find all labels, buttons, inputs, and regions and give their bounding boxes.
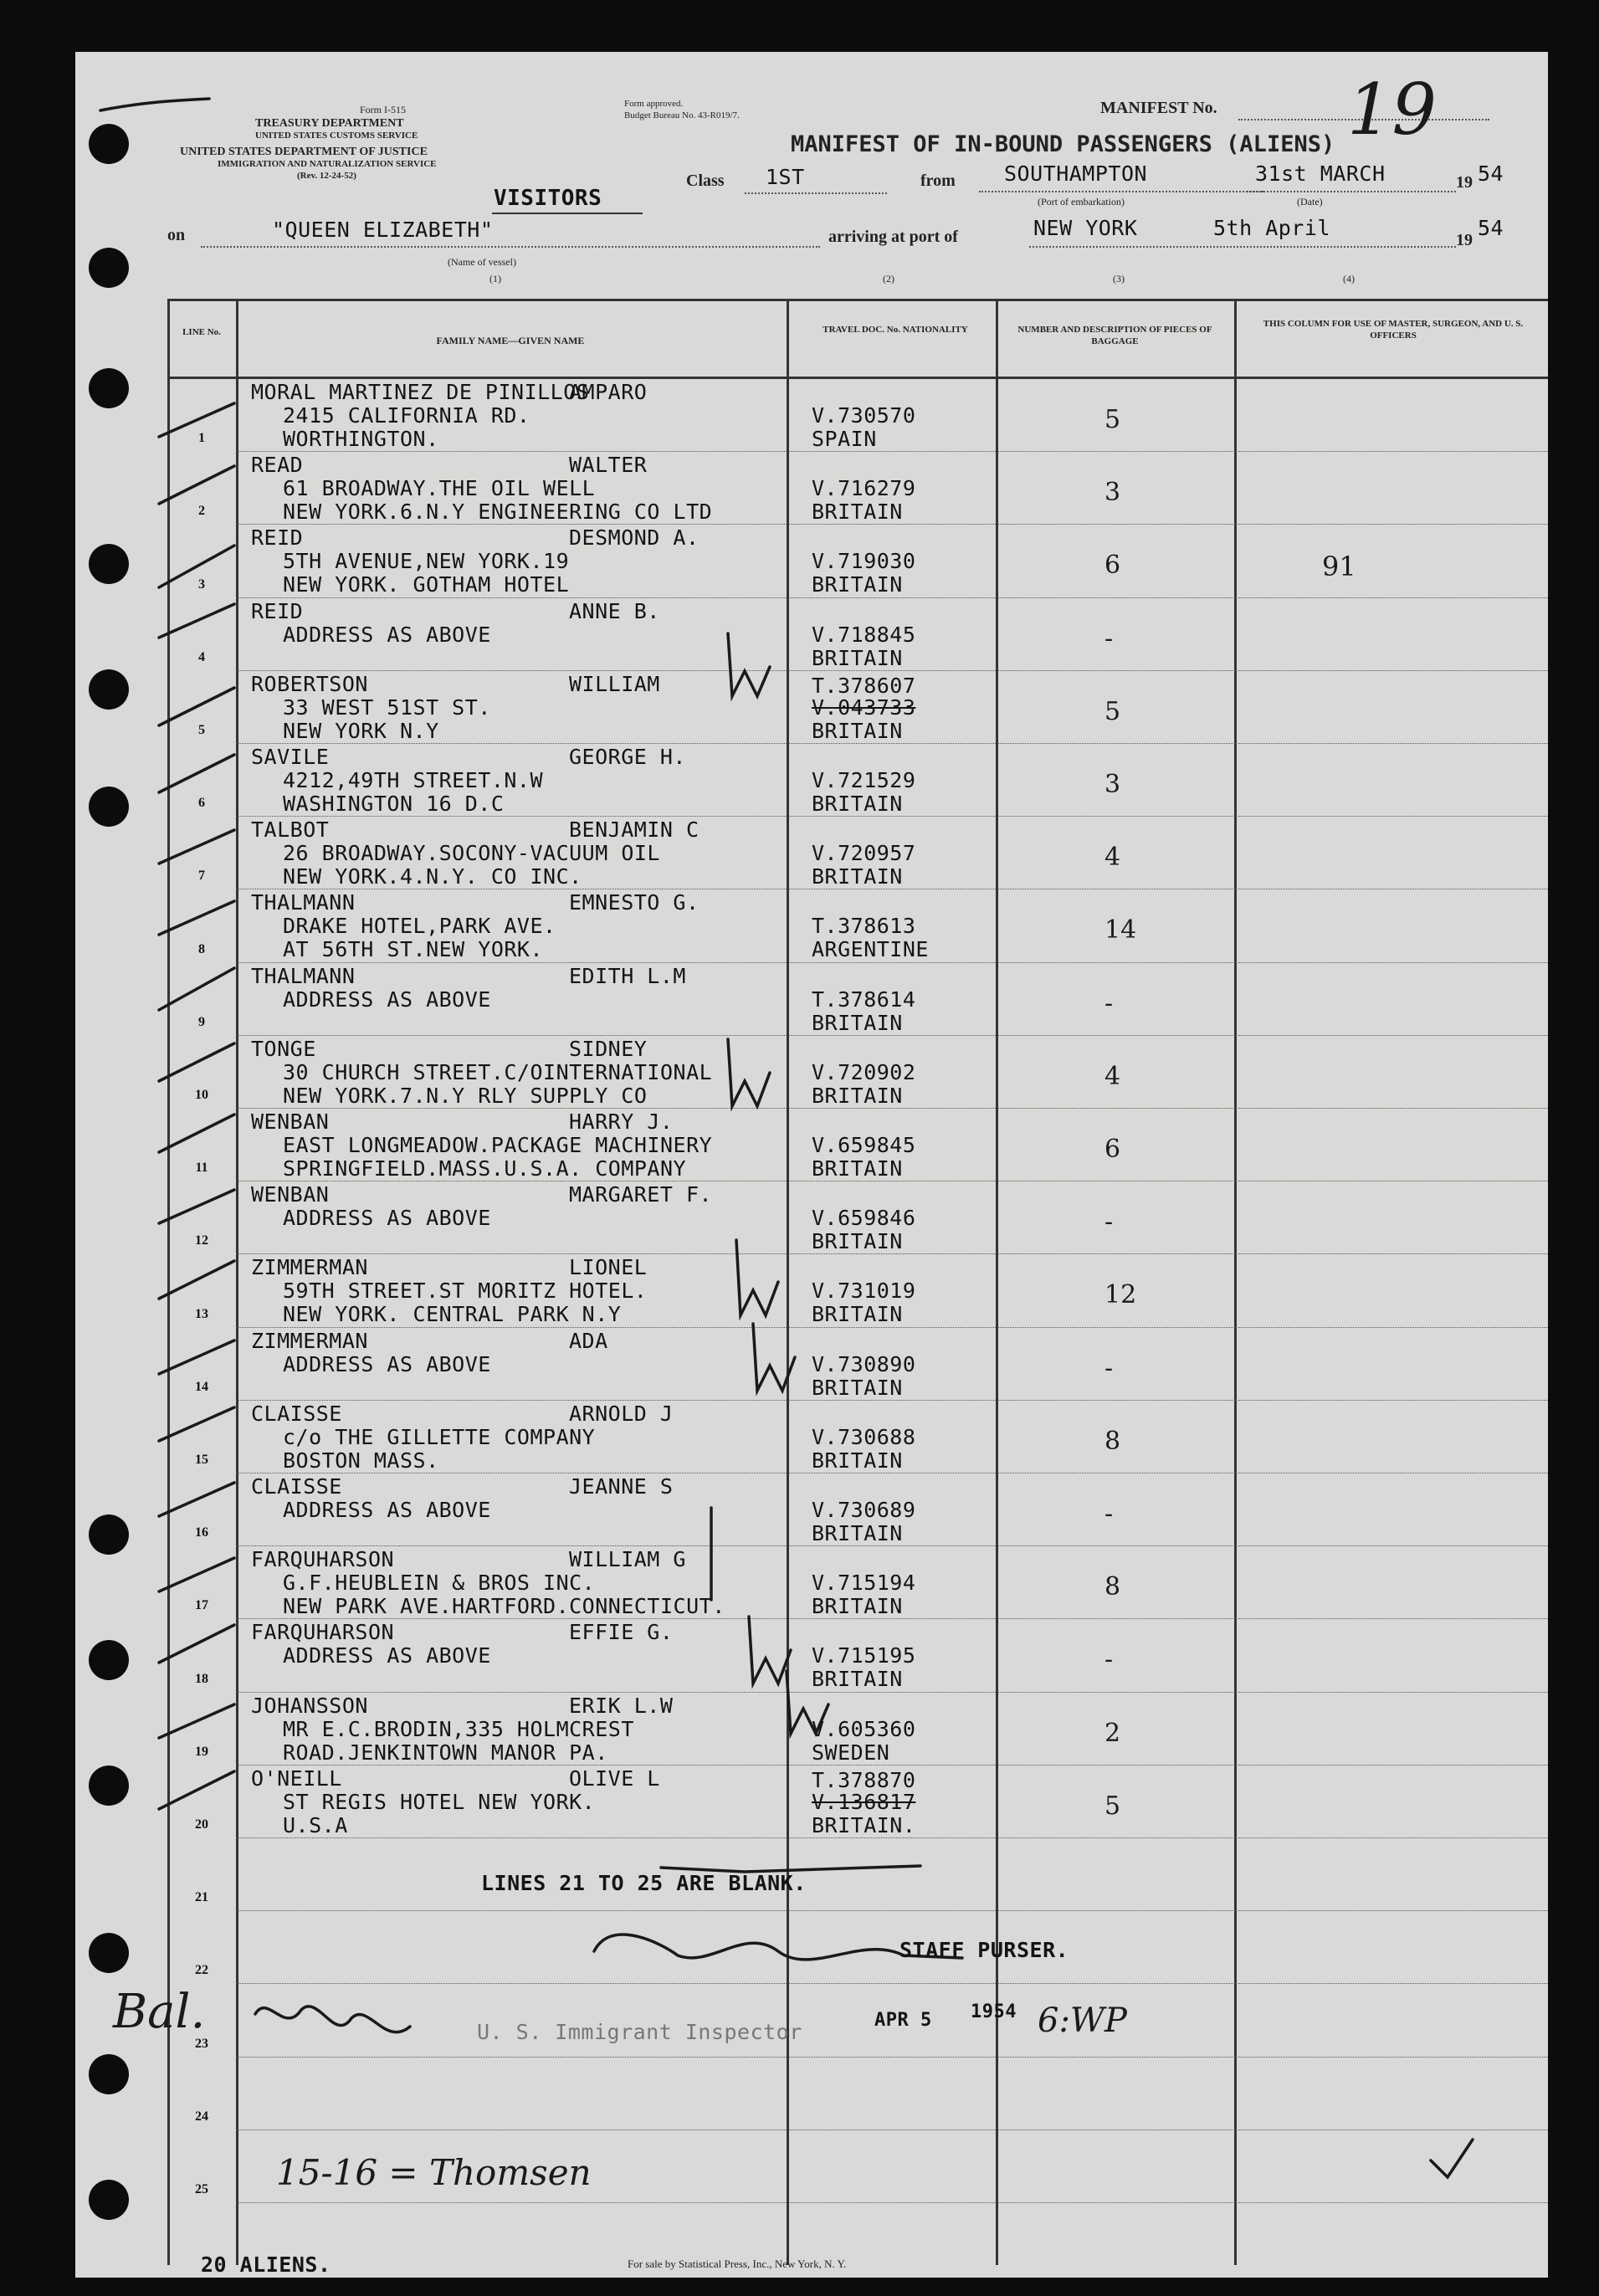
baggage-count: 4 <box>1104 1061 1121 1091</box>
nationality: BRITAIN. <box>812 1812 916 1837</box>
line-number: 2 <box>198 504 205 519</box>
binder-hole <box>89 248 129 288</box>
address-line: EAST LONGMEADOW.PACKAGE MACHINERY <box>283 1133 713 1157</box>
col-number-4: (4) <box>1343 273 1355 284</box>
travel-doc-number: V.721529 <box>812 768 916 792</box>
address-line: ADDRESS AS ABOVE <box>283 1643 491 1668</box>
col-number-1: (1) <box>489 273 501 284</box>
form-number: Form I-515 <box>360 104 406 115</box>
given-name: MARGARET F. <box>569 1182 713 1207</box>
travel-doc-number: V.730688 <box>812 1424 916 1449</box>
manifest-number: 19 <box>1347 69 1437 151</box>
travel-doc-number: V.659846 <box>812 1206 916 1231</box>
given-name: HARRY J. <box>569 1110 674 1134</box>
given-name: JEANNE S <box>569 1474 674 1499</box>
address-line: 4212,49TH STREET.N.W <box>283 768 544 792</box>
aliens-count: 20 ALIENS. <box>201 2252 331 2277</box>
family-name: THALMANN <box>251 890 356 915</box>
baggage-count: 3 <box>1104 770 1121 799</box>
binder-hole <box>89 1514 129 1555</box>
given-name: WALTER <box>569 453 648 478</box>
line-number: 15 <box>195 1453 208 1467</box>
baggage-count: - <box>1104 1353 1114 1383</box>
address-line: ADDRESS AS ABOVE <box>283 622 491 647</box>
address-line: NEW YORK.4.N.Y. CO INC. <box>283 864 582 889</box>
travel-doc-number: V.719030 <box>812 549 916 574</box>
address-line: 26 BROADWAY.SOCONY-VACUUM OIL <box>283 841 660 866</box>
inspector-label: U. S. Immigrant Inspector <box>477 2020 802 2044</box>
given-name: WILLIAM <box>569 671 660 696</box>
binder-hole <box>89 124 129 164</box>
family-name: TONGE <box>251 1036 316 1061</box>
nationality: BRITAIN <box>812 645 903 670</box>
col-header-line: LINE No. <box>182 327 221 337</box>
bal-note: Bal. <box>113 1985 206 2039</box>
nationality: BRITAIN <box>812 718 903 743</box>
line-number: 4 <box>198 649 205 664</box>
address-line: ROAD.JENKINTOWN MANOR PA. <box>283 1740 608 1765</box>
address-line: NEW YORK.6.N.Y ENGINEERING CO LTD <box>283 500 713 525</box>
line-number: 20 <box>195 1817 208 1832</box>
travel-doc-number: V.720957 <box>812 841 916 866</box>
year-prefix-depart: 19 <box>1456 173 1473 192</box>
arrival-year: 54 <box>1478 216 1504 240</box>
handwritten-marks <box>75 52 1548 2278</box>
family-name: WENBAN <box>251 1182 330 1207</box>
binder-hole <box>89 1640 129 1680</box>
manifest-sheet <box>75 52 1548 2278</box>
from-label: from <box>920 172 956 190</box>
address-line: 61 BROADWAY.THE OIL WELL <box>283 476 596 501</box>
line-number: 11 <box>195 1161 208 1176</box>
baggage-count: 8 <box>1104 1426 1121 1456</box>
port-of-arrival: NEW YORK <box>1033 216 1138 240</box>
given-name: DESMOND A. <box>569 525 700 551</box>
line-number: 14 <box>195 1379 208 1394</box>
class-value: 1ST <box>766 165 805 189</box>
nationality: SWEDEN <box>812 1740 890 1765</box>
address-line: WASHINGTON 16 D.C <box>283 792 505 816</box>
staff-purser-label: STAFF PURSER. <box>899 1938 1069 1962</box>
nationality: BRITAIN <box>812 500 903 525</box>
line-number: 13 <box>195 1306 208 1321</box>
address-line: 2415 CALIFORNIA RD. <box>283 403 530 428</box>
address-line: 59TH STREET.ST MORITZ HOTEL. <box>283 1279 648 1304</box>
binder-hole <box>89 368 129 408</box>
address-line: ADDRESS AS ABOVE <box>283 1498 491 1522</box>
travel-doc-number: V.715195 <box>812 1643 916 1668</box>
nationality: BRITAIN <box>812 1083 903 1108</box>
line-number: 8 <box>198 941 205 956</box>
family-name: ZIMMERMAN <box>251 1328 368 1353</box>
travel-doc-number: T.378613 <box>812 914 916 939</box>
nationality: BRITAIN <box>812 572 903 597</box>
nationality: BRITAIN <box>812 792 903 816</box>
handwritten-note: 15-16 = Thomsen <box>276 2152 592 2193</box>
address-line: NEW PARK AVE.HARTFORD.CONNECTICUT. <box>283 1594 725 1619</box>
blank-lines-note: LINES 21 TO 25 ARE BLANK. <box>481 1871 807 1895</box>
baggage-count: - <box>1104 1499 1114 1529</box>
port-of-embarkation: SOUTHAMPTON <box>1004 161 1148 186</box>
baggage-count: 5 <box>1104 1791 1121 1821</box>
travel-doc-number: T.378870 <box>812 1767 916 1792</box>
travel-doc-number: V.730689 <box>812 1498 916 1522</box>
binder-hole <box>89 2180 129 2220</box>
baggage-count: 5 <box>1104 405 1121 434</box>
vessel-name: "QUEEN ELIZABETH" <box>272 218 494 242</box>
treasury-department: TREASURY DEPARTMENT <box>255 117 404 130</box>
baggage-count: 3 <box>1104 478 1121 508</box>
family-name: FARQUHARSON <box>251 1547 395 1572</box>
given-name: ERIK L.W <box>569 1693 674 1718</box>
baggage-count: - <box>1104 623 1114 653</box>
line-number: 24 <box>195 2109 208 2124</box>
binder-hole <box>89 669 129 710</box>
family-name: REID <box>251 525 304 551</box>
line-number: 3 <box>198 577 205 592</box>
address-line: NEW YORK N.Y <box>283 718 439 743</box>
given-name: ADA <box>569 1328 608 1353</box>
baggage-count: - <box>1104 1645 1114 1675</box>
family-name: TALBOT <box>251 817 330 843</box>
officer-note: 91 <box>1322 551 1356 583</box>
nationality: BRITAIN <box>812 1229 903 1254</box>
address-line: NEW YORK. CENTRAL PARK N.Y <box>283 1302 622 1327</box>
family-name: THALMANN <box>251 963 356 988</box>
address-line: 5TH AVENUE,NEW YORK.19 <box>283 549 570 574</box>
nationality: SPAIN <box>812 427 877 451</box>
family-name: O'NEILL <box>251 1766 342 1791</box>
given-name: ARNOLD J <box>569 1401 674 1426</box>
binder-hole <box>89 787 129 827</box>
address-line: NEW YORK.7.N.Y RLY SUPPLY CO <box>283 1083 648 1108</box>
col-header-travel: TRAVEL DOC. No. NATIONALITY <box>823 325 968 335</box>
baggage-count: 6 <box>1104 1135 1121 1164</box>
address-line: DRAKE HOTEL,PARK AVE. <box>283 914 556 939</box>
family-name: MORAL MARTINEZ DE PINILLOS <box>251 380 590 404</box>
line-number: 6 <box>198 796 205 811</box>
given-name: LIONEL <box>569 1255 648 1280</box>
address-line: BOSTON MASS. <box>283 1448 439 1473</box>
binder-hole <box>89 1766 129 1806</box>
family-name: ROBERTSON <box>251 671 368 696</box>
nationality: BRITAIN <box>812 1010 903 1035</box>
family-name: REID <box>251 598 304 623</box>
address-line: G.F.HEUBLEIN & BROS INC. <box>283 1571 596 1596</box>
address-line: U.S.A <box>283 1812 348 1837</box>
address-line: WORTHINGTON. <box>283 427 439 451</box>
rev-label: (Rev. 12-24-52) <box>297 171 356 181</box>
col-header-officers: THIS COLUMN FOR USE OF MASTER, SURGEON, AND U. S. OFFICERS <box>1263 319 1524 341</box>
address-line: c/o THE GILLETTE COMPANY <box>283 1424 596 1449</box>
baggage-count: 12 <box>1104 1280 1137 1310</box>
line-number: 23 <box>195 2036 208 2051</box>
travel-doc-struck: V.043733 <box>812 694 916 720</box>
travel-doc-number: V.716279 <box>812 476 916 501</box>
inspector-initials: 6:WP <box>1038 2001 1127 2040</box>
manifest-label: MANIFEST No. <box>1100 99 1217 117</box>
address-line: 33 WEST 51ST ST. <box>283 694 491 720</box>
given-name: OLIVE L <box>569 1766 660 1791</box>
baggage-count: 6 <box>1104 551 1121 581</box>
baggage-count: 8 <box>1104 1572 1121 1602</box>
arrival-date: 5th April <box>1213 216 1330 240</box>
line-number: 5 <box>198 723 205 737</box>
travel-doc-number: V.659845 <box>812 1133 916 1157</box>
family-name: FARQUHARSON <box>251 1620 395 1645</box>
line-number: 10 <box>195 1088 208 1102</box>
travel-doc-number: V.715194 <box>812 1571 916 1596</box>
address-line: SPRINGFIELD.MASS.U.S.A. COMPANY <box>283 1156 687 1181</box>
line-number: 1 <box>198 431 205 446</box>
family-name: JOHANSSON <box>251 1693 368 1718</box>
line-number: 21 <box>195 1890 208 1905</box>
nationality: BRITAIN <box>812 864 903 889</box>
travel-doc-number: V.605360 <box>812 1716 916 1741</box>
given-name: BENJAMIN C <box>569 817 700 843</box>
line-number: 16 <box>195 1525 208 1540</box>
vessel-caption: (Name of vessel) <box>448 256 516 268</box>
nationality: BRITAIN <box>812 1448 903 1473</box>
year-prefix-arrive: 19 <box>1456 231 1473 249</box>
form-approved: Form approved. <box>624 99 684 109</box>
col-header-baggage: NUMBER AND DESCRIPTION OF PIECES OF BAGGAGE <box>1017 325 1212 346</box>
departure-year: 54 <box>1478 161 1504 186</box>
doj-label: UNITED STATES DEPARTMENT OF JUSTICE <box>180 146 428 158</box>
baggage-count: 14 <box>1104 915 1137 946</box>
given-name: EDITH L.M <box>569 963 686 988</box>
on-label: on <box>167 226 186 244</box>
port-embark-caption: (Port of embarkation) <box>1038 196 1125 208</box>
given-name: ANNE B. <box>569 598 660 623</box>
family-name: WENBAN <box>251 1110 330 1134</box>
family-name: CLAISSE <box>251 1401 342 1426</box>
family-name: SAVILE <box>251 745 330 769</box>
family-name: CLAISSE <box>251 1474 342 1499</box>
nationality: BRITAIN <box>812 1375 903 1400</box>
family-name: READ <box>251 453 304 478</box>
nationality: ARGENTINE <box>812 937 929 962</box>
address-line: ADDRESS AS ABOVE <box>283 987 491 1012</box>
nationality: BRITAIN <box>812 1302 903 1327</box>
binder-hole <box>89 2054 129 2094</box>
address-line: MR E.C.BRODIN,335 HOLMCREST <box>283 1716 634 1741</box>
line-number: 7 <box>198 869 205 884</box>
nationality: BRITAIN <box>812 1667 903 1692</box>
arriving-label: arriving at port of <box>828 228 958 246</box>
nationality: BRITAIN <box>812 1594 903 1619</box>
nationality: BRITAIN <box>812 1156 903 1181</box>
stamp-year: 1954 <box>971 2001 1017 2022</box>
manifest-title: MANIFEST OF IN-BOUND PASSENGERS (ALIENS) <box>791 131 1335 157</box>
given-name: EFFIE G. <box>569 1620 674 1645</box>
binder-hole <box>89 544 129 584</box>
given-name: GEORGE H. <box>569 745 686 769</box>
departure-date: 31st MARCH <box>1255 161 1386 186</box>
line-number: 18 <box>195 1671 208 1686</box>
line-number: 19 <box>195 1744 208 1759</box>
binder-hole <box>89 1933 129 1973</box>
line-number: 17 <box>195 1598 208 1613</box>
address-line: AT 56TH ST.NEW YORK. <box>283 937 544 962</box>
travel-doc-number: T.378614 <box>812 987 916 1012</box>
travel-doc-number: T.378607 <box>812 673 916 698</box>
col-number-3: (3) <box>1113 273 1125 284</box>
printer-note: For sale by Statistical Press, Inc., New York, N. Y. <box>628 2258 847 2270</box>
customs-service: UNITED STATES CUSTOMS SERVICE <box>255 131 418 141</box>
address-line: ST REGIS HOTEL NEW YORK. <box>283 1789 596 1814</box>
travel-doc-number: V.730570 <box>812 403 916 428</box>
line-number: 9 <box>198 1014 205 1029</box>
col-header-name: FAMILY NAME—GIVEN NAME <box>436 335 585 346</box>
col-number-2: (2) <box>883 273 894 284</box>
address-line: ADDRESS AS ABOVE <box>283 1351 491 1376</box>
budget-bureau: Budget Bureau No. 43-R019/7. <box>624 110 740 120</box>
travel-doc-struck: V.136817 <box>812 1789 916 1814</box>
class-label: Class <box>686 172 725 190</box>
line-number: 25 <box>195 2182 208 2196</box>
baggage-count: - <box>1104 1207 1114 1238</box>
given-name: AMPARO <box>569 380 648 404</box>
given-name: EMNESTO G. <box>569 890 700 915</box>
baggage-count: 5 <box>1104 696 1121 726</box>
travel-doc-number: V.718845 <box>812 622 916 647</box>
travel-doc-number: V.731019 <box>812 1279 916 1304</box>
family-name: ZIMMERMAN <box>251 1255 368 1280</box>
address-line: 30 CHURCH STREET.C/OINTERNATIONAL <box>283 1059 713 1084</box>
line-number: 12 <box>195 1233 208 1248</box>
visitors-label: VISITORS <box>494 186 602 211</box>
address-line: NEW YORK. GOTHAM HOTEL <box>283 572 570 597</box>
date-caption: (Date) <box>1297 196 1323 208</box>
baggage-count: 4 <box>1104 843 1121 873</box>
nationality: BRITAIN <box>812 1521 903 1545</box>
travel-doc-number: V.720902 <box>812 1059 916 1084</box>
given-name: WILLIAM G <box>569 1547 686 1572</box>
line-number: 22 <box>195 1963 208 1978</box>
given-name: SIDNEY <box>569 1036 648 1061</box>
ins-label: IMMIGRATION AND NATURALIZATION SERVICE <box>218 159 437 169</box>
baggage-count: 2 <box>1104 1718 1121 1748</box>
travel-doc-number: V.730890 <box>812 1351 916 1376</box>
stamp-date: APR 5 <box>874 2010 932 2031</box>
address-line: ADDRESS AS ABOVE <box>283 1206 491 1231</box>
baggage-count: - <box>1104 988 1114 1018</box>
